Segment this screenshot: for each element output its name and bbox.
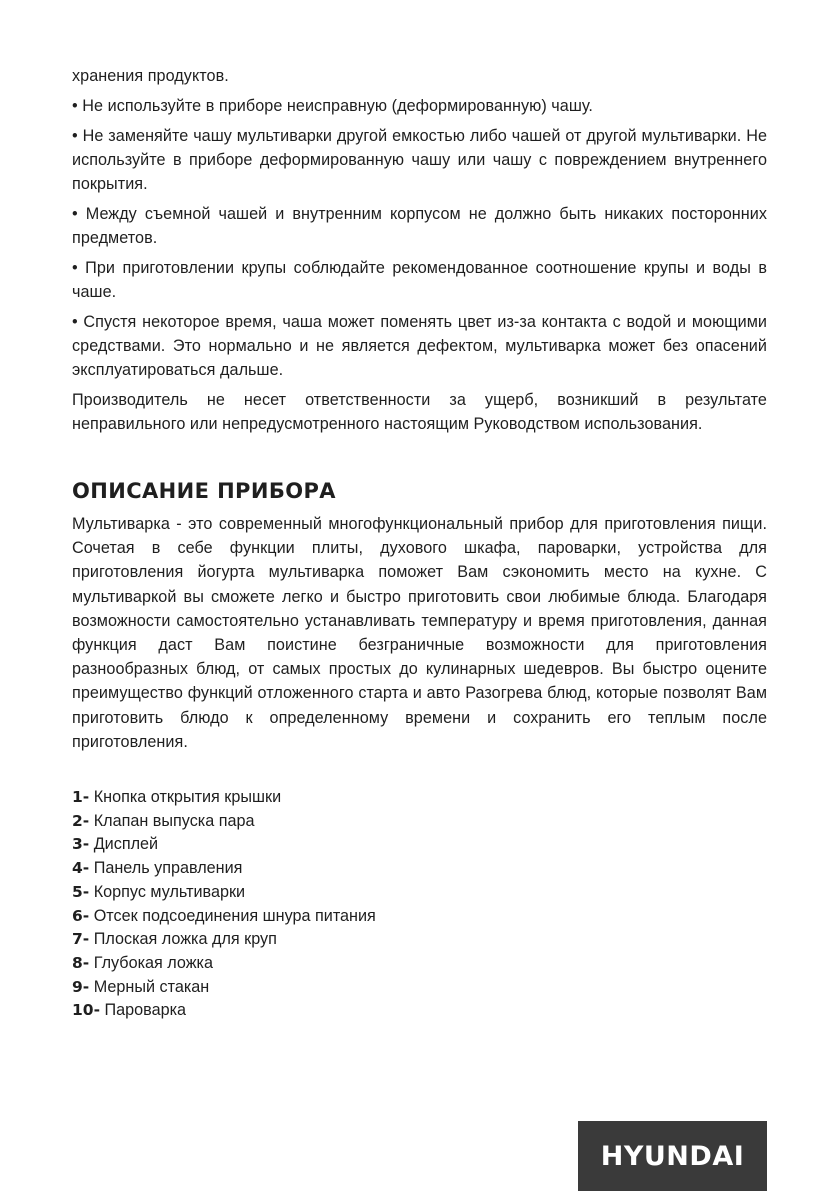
list-item <box>72 881 767 905</box>
part-number: 10- <box>72 1001 101 1020</box>
part-label: Корпус мультиварки <box>93 882 246 901</box>
list-item <box>72 786 767 810</box>
list-item <box>72 976 767 1000</box>
part-label: Панель управления <box>93 859 243 878</box>
part-label: Плоская ложка для круп <box>93 930 277 949</box>
paragraph-continuation: хранения продуктов. <box>72 67 229 85</box>
parts-list <box>72 786 767 1023</box>
part-number: 2- <box>72 811 90 830</box>
list-item <box>72 833 767 857</box>
part-number: 7- <box>72 930 90 949</box>
section-title: ОПИСАНИЕ ПРИБОРА <box>72 479 336 503</box>
bullet-bowl-color: • Спустя некоторое время, чаша может поменять цвет из-за контакта с водой и моющими средствами. Это нормально и не является дефектом, мультиварка может без опасений эксплуатироваться дальше. <box>72 313 767 379</box>
paragraph-liability: Производитель не несет ответственности за ущерб, возникший в результате неправильного или непредусмотренного настоящим Руководством использования. <box>72 391 767 433</box>
list-item <box>72 952 767 976</box>
bullet-replace-bowl: • Не заменяйте чашу мультиварки другой емкостью либо чашей от другой мультиварки. Не используйте в приборе деформированную чашу или чашу с повреждением внутреннего покрытия. <box>72 127 767 193</box>
part-number: 5- <box>72 882 90 901</box>
list-item <box>72 928 767 952</box>
part-label: Отсек подсоединения шнура питания <box>93 906 376 925</box>
part-label: Пароварка <box>104 1001 187 1020</box>
list-item <box>72 999 767 1023</box>
part-label: Мерный стакан <box>93 977 210 996</box>
part-number: 8- <box>72 953 90 972</box>
page-content <box>72 64 767 1023</box>
part-label: Кнопка открытия крышки <box>93 788 282 807</box>
bullet-foreign-objects: • Между съемной чашей и внутренним корпусом не должно быть никаких посторонних предметов. <box>72 205 767 247</box>
list-item <box>72 857 767 881</box>
part-number: 3- <box>72 835 90 854</box>
part-label: Глубокая ложка <box>93 953 213 972</box>
part-number: 1- <box>72 788 90 807</box>
section-description: Мультиварка - это современный многофункциональный прибор для приготовления пищи. Сочетая в себе функции плиты, духового шкафа, пароварки, устройства для приготовления йогурта мультиварка поможет Вам сэкономить место на кухне. С мультиваркой вы сможете легко и быстро приготовить свои любимые блюда. Благодаря возможности самостоятельно устанавливать температуру и время приготовления, данная функция даст Вам поистине безграничные возможности для приготовления разнообразных блюд, от самых простых до кулинарных шедевров. Вы быстро оцените преимущество функций отложенного старта и авто Разогрева блюд, которые позволят Вам приготовить блюдо к определенному времени и сохранить его теплым после приготовления. <box>72 515 767 751</box>
brand-logo <box>578 1121 767 1191</box>
part-label: Клапан выпуска пара <box>93 811 255 830</box>
part-number: 4- <box>72 859 90 878</box>
bullet-grain-ratio: • При приготовлении крупы соблюдайте рекомендованное соотношение крупы и воды в чаше. <box>72 259 767 301</box>
bullet-deformed-bowl: • Не используйте в приборе неисправную (деформированную) чашу. <box>72 97 593 115</box>
list-item <box>72 810 767 834</box>
part-number: 6- <box>72 906 90 925</box>
part-label: Дисплей <box>93 835 159 854</box>
brand-logo-text: HYUNDAI <box>600 1140 745 1172</box>
part-number: 9- <box>72 977 90 996</box>
list-item <box>72 905 767 929</box>
